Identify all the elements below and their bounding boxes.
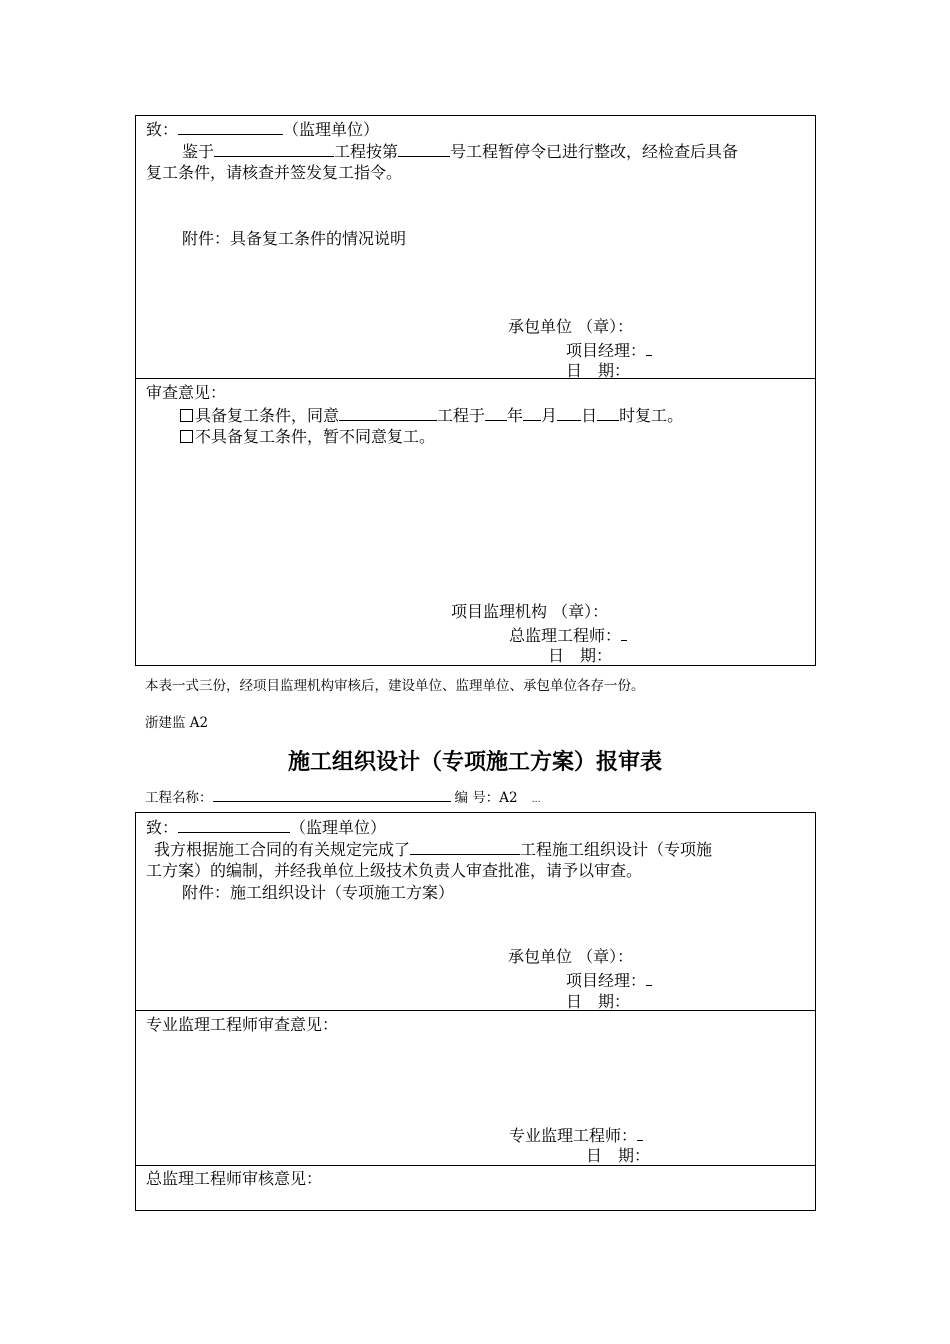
resume-project-field[interactable]: [339, 404, 437, 421]
form1-divider: [135, 378, 816, 379]
form2-specialist-opinion: 专业监理工程师审查意见：: [146, 1015, 339, 1034]
plan-project-field[interactable]: [410, 838, 520, 855]
checkbox-approve[interactable]: [180, 409, 193, 422]
form1-option2: [180, 426, 435, 448]
number-suffix: …: [531, 795, 541, 805]
number-label: 编 号：A2: [454, 790, 518, 806]
form1-note: 本表一式三份，经项目监理机构审核后，建设单位、监理单位、承包单位各存一份。: [145, 678, 645, 694]
text-project-by: 工程按第: [334, 142, 399, 161]
form2-body-line2: 工方案）的编制，并经我单位上级技术负责人审查批准，请予以审查。: [146, 861, 643, 880]
form1-chief-engineer: [509, 624, 627, 647]
chief-engineer-label: 总监理工程师：: [509, 626, 622, 645]
form2-date2: 日 期：: [586, 1146, 651, 1165]
form2-date: 日 期：: [566, 992, 631, 1011]
form2-divider-1: [135, 1010, 816, 1011]
pm-signature-field[interactable]: [646, 339, 652, 356]
order-number-field[interactable]: [398, 140, 450, 157]
to-suffix-2: （监理单位）: [290, 818, 387, 837]
form1-contractor-seal: 承包单位 （章）：: [508, 317, 634, 336]
form1-to-line: [146, 118, 379, 141]
form1-option1: [180, 404, 683, 427]
form2-header-line: [145, 787, 541, 809]
year-field[interactable]: [485, 404, 507, 421]
text-jianyu: 鉴于: [182, 142, 215, 161]
form2-code: 浙建监 A2: [145, 715, 209, 731]
form2-chief-opinion: 总监理工程师审核意见：: [146, 1169, 323, 1188]
supervision-unit-field[interactable]: [178, 118, 283, 135]
option1-text: 具备复工条件，同意: [195, 406, 340, 425]
form1-body-line1: [182, 140, 738, 163]
project-field[interactable]: [214, 140, 334, 157]
project-name-label: 工程名称：: [145, 790, 213, 806]
hour-field[interactable]: [597, 404, 619, 421]
form1-date: 日 期：: [566, 361, 631, 380]
month-field[interactable]: [523, 404, 541, 421]
project-name-field[interactable]: [213, 787, 451, 802]
form2-body-line1: [154, 838, 712, 861]
form1-supervision-seal: 项目监理机构 （章）：: [451, 602, 609, 621]
day-label: 日: [581, 406, 598, 425]
form2-specialist-engineer: [509, 1124, 643, 1147]
to-suffix: （监理单位）: [283, 120, 380, 139]
to-prefix-2: 致：: [146, 818, 179, 837]
form1-date2: 日 期：: [548, 646, 613, 665]
form1-attachment: 附件：具备复工条件的情况说明: [182, 229, 407, 248]
form1-review-label: 审查意见：: [146, 383, 227, 402]
form1-table: [135, 115, 816, 666]
day-field[interactable]: [557, 404, 581, 421]
checkbox-reject[interactable]: [180, 430, 193, 443]
year-label: 年: [507, 406, 524, 425]
month-label: 月: [541, 406, 558, 425]
to-prefix: 致：: [146, 120, 179, 139]
specialist-engineer-label: 专业监理工程师：: [509, 1126, 638, 1145]
hour-label: 时复工。: [619, 406, 684, 425]
form2-contractor-seal: 承包单位 （章）：: [508, 947, 634, 966]
supervision-unit-field-2[interactable]: [178, 816, 290, 833]
pm-signature-field-2[interactable]: [646, 969, 652, 986]
text-order-desc: 号工程暂停令已进行整改，经检查后具备: [450, 142, 739, 161]
form1-project-manager: [566, 339, 652, 362]
form1-body-line2: 复工条件，请核查并签发复工指令。: [146, 163, 403, 182]
form2-attachment: 附件：施工组织设计（专项施工方案）: [182, 883, 455, 902]
chief-signature-field[interactable]: [621, 624, 627, 641]
form2-to-line: [146, 816, 386, 839]
form2-divider-2: [135, 1165, 816, 1166]
body-a: 我方根据施工合同的有关规定完成了: [154, 840, 411, 859]
specialist-signature-field[interactable]: [637, 1124, 643, 1141]
body-b: 工程施工组织设计（专项施: [520, 840, 713, 859]
form2-project-manager: [566, 969, 652, 992]
pm-label: 项目经理：: [566, 341, 647, 360]
option2-text: 不具备复工条件，暂不同意复工。: [195, 427, 436, 446]
option1-project-on: 工程于: [437, 406, 486, 425]
form2-title: 施工组织设计（专项施工方案）报审表: [287, 750, 662, 775]
pm-label-2: 项目经理：: [566, 971, 647, 990]
